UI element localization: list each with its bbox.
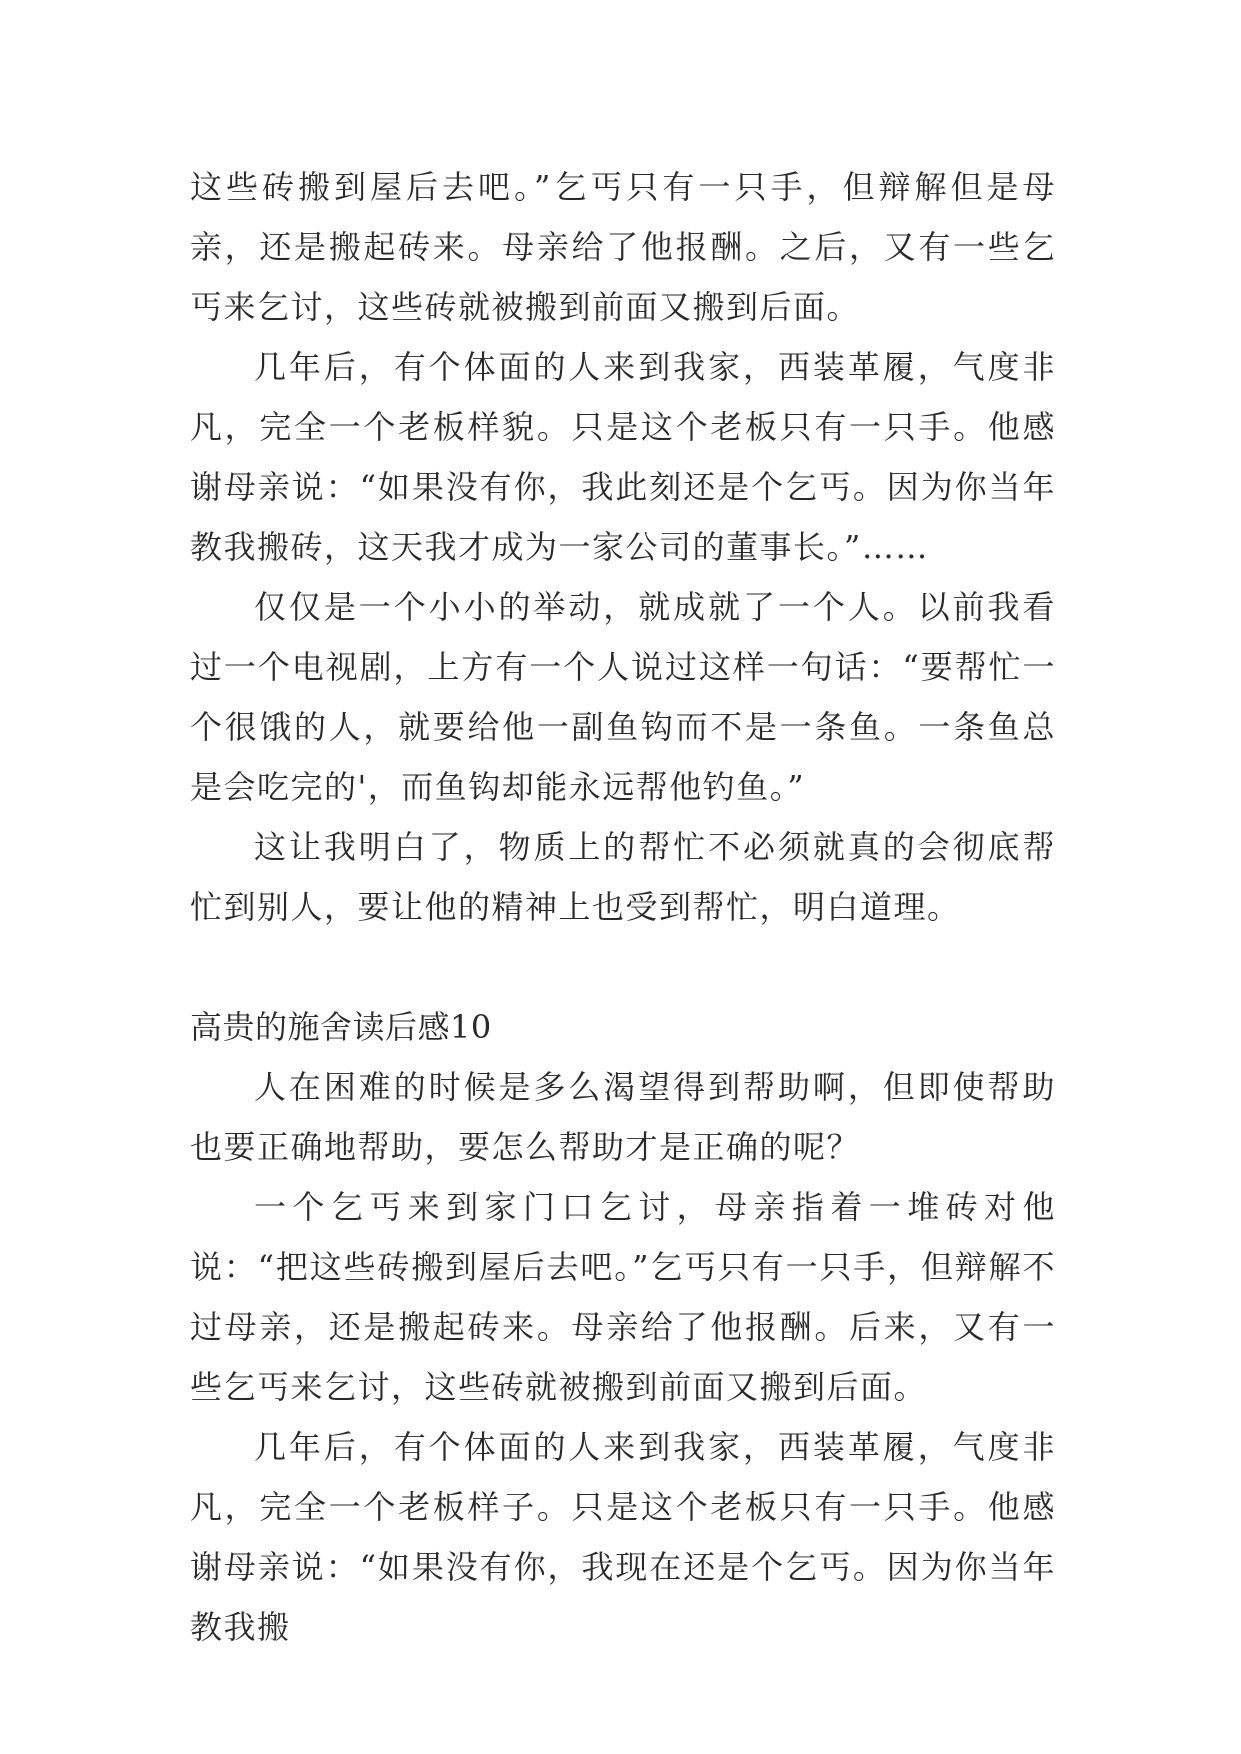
section-heading: 高贵的施舍读后感10	[190, 1008, 492, 1046]
paragraph: 一个乞丐来到家门口乞讨，母亲指着一堆砖对他说：“把这些砖搬到屋后去吧。”乞丐只有一只手，但辩解不过母亲，还是搬起砖来。母亲给了他报酬。后来，又有一些乞丐来乞讨，这些砖就被搬到前面又搬到后面。	[190, 1188, 1056, 1406]
paragraph: 几年后，有个体面的人来到我家，西装革履，气度非凡，完全一个老板样貌。只是这个老板只有一只手。他感谢母亲说：“如果没有你，我此刻还是个乞丐。因为你当年教我搬砖，这天我才成为一家公司的董事长。”……	[190, 348, 1056, 566]
paragraph-continuation: 这些砖搬到屋后去吧。”乞丐只有一只手，但辩解但是母亲，还是搬起砖来。母亲给了他报酬。之后，又有一些乞丐来乞讨，这些砖就被搬到前面又搬到后面。	[190, 168, 1056, 326]
paragraph: 几年后，有个体面的人来到我家，西装革履，气度非凡，完全一个老板样子。只是这个老板只有一只手。他感谢母亲说：“如果没有你，我现在还是个乞丐。因为你当年教我搬	[190, 1428, 1056, 1646]
paragraph: 仅仅是一个小小的举动，就成就了一个人。以前我看过一个电视剧，上方有一个人说过这样一句话：“要帮忙一个很饿的人，就要给他一副鱼钩而不是一条鱼。一条鱼总是会吃完的'，而鱼钩却能永远帮他钓鱼。”	[190, 588, 1056, 806]
paragraph: 这让我明白了，物质上的帮忙不必须就真的会彻底帮忙到别人，要让他的精神上也受到帮忙，明白道理。	[190, 828, 1056, 926]
document-body	[190, 157, 1056, 1657]
paragraph: 人在困难的时候是多么渴望得到帮助啊，但即使帮助也要正确地帮助，要怎么帮助才是正确的呢？	[190, 1068, 1056, 1166]
